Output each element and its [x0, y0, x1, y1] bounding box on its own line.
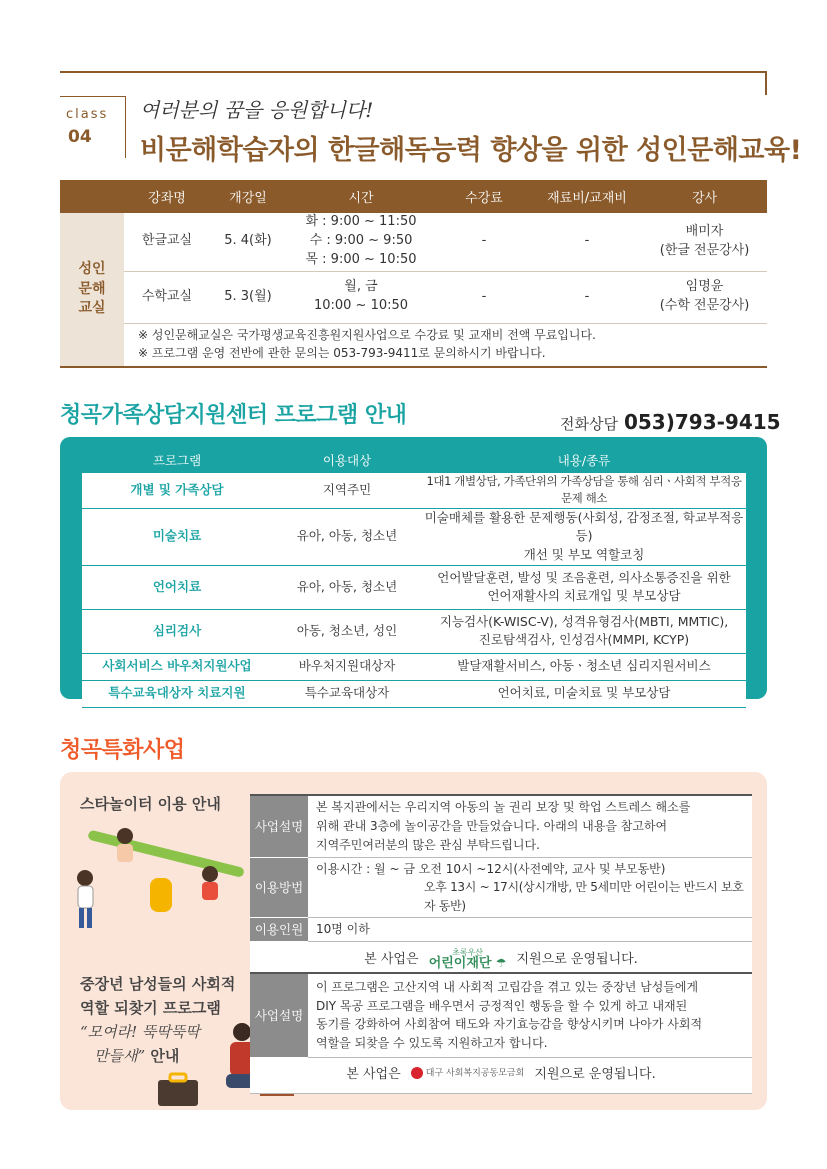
info-label: 이용인원 [250, 918, 308, 942]
content-line: 발달재활서비스, 아동ㆍ청소년 심리지원서비스 [457, 658, 711, 674]
program-content [422, 508, 746, 565]
program-content [422, 680, 746, 707]
child-leg-icon [79, 908, 84, 928]
center-program-table [82, 447, 746, 708]
header-cell: 수강료 [436, 180, 532, 213]
seesaw-base [150, 878, 172, 912]
program-name: 사회서비스 바우처지원사업 [82, 653, 272, 680]
notes-row [60, 323, 767, 367]
class-badge [60, 96, 126, 158]
heading-line: 역할 되찾기 프로그램 [80, 999, 221, 1017]
child-body-icon [78, 886, 93, 908]
quote-tail: 안내 [150, 1047, 180, 1065]
info-content [308, 973, 752, 1057]
content-line: 진로탐색검사, 인성검사(MMPI, KCYP) [478, 632, 690, 648]
program-target: 아동, 청소년, 성인 [272, 609, 422, 653]
category-cell: 성인 문해 교실 [60, 213, 124, 367]
program-target: 특수교육대상자 [272, 680, 422, 707]
seesaw-plank [87, 830, 245, 878]
table-row [82, 609, 746, 653]
teacher-cell [642, 213, 767, 271]
class-label: class [66, 107, 109, 122]
header-cell: 내용/종류 [557, 453, 611, 468]
info-line: 본 복지관에서는 우리지역 아동의 놀 권리 보장 및 학업 스트레스 해소를 [316, 800, 691, 815]
header-cell: 이용대상 [322, 453, 372, 468]
child-body-icon [202, 882, 218, 900]
phone-contact [560, 410, 781, 434]
time-line: 월, 금 [344, 279, 378, 295]
footer-text: 지원으로 운영됩니다. [534, 1066, 656, 1082]
center-program-box [60, 437, 767, 699]
quote-text: 만들새” [94, 1047, 146, 1065]
info-footer [250, 1057, 752, 1093]
teacher-name: 배미자 [685, 223, 724, 239]
header-cell: 재료비/교재비 [532, 180, 642, 213]
info-line: DIY 목공 프로그램을 배우면서 긍정적인 행동을 할 수 있게 하고 내재된 [316, 998, 688, 1013]
course-name: 한글교실 [124, 213, 210, 271]
program-content [422, 609, 746, 653]
child-head-icon [202, 866, 218, 882]
page-title: 비문해학습자의 한글해독능력 향상을 위한 성인문해교육! [140, 135, 802, 166]
footer-text: 본 사업은 [346, 1066, 401, 1082]
info-content [308, 857, 752, 918]
note-line: ※ 성인문해교실은 국가평생교육진흥원지원사업으로 수강료 및 교재비 전액 무료입니다. [138, 328, 596, 343]
footer-text: 본 사업은 [364, 952, 419, 968]
info-label: 사업설명 [250, 973, 308, 1057]
logo-main-text: 어린이재단 [428, 956, 492, 972]
toolbox-handle-icon [170, 1074, 186, 1081]
content-line: 언어치료, 미술치료 및 부모상담 [497, 685, 671, 701]
info-label: 이용방법 [250, 857, 308, 918]
info-row [250, 918, 752, 942]
time-cell [286, 271, 436, 323]
phone-label: 전화상담 [560, 415, 618, 433]
program-name: 특수교육대상자 치료지원 [82, 680, 272, 707]
info-row [250, 857, 752, 918]
info-line: 위해 관내 3층에 놀이공간을 만들었습니다. 아래의 내용을 참고하여 [316, 818, 668, 833]
content-line: 언어발달훈련, 발성 및 조음훈련, 의사소통증진을 위한 [437, 569, 731, 585]
table-row [82, 508, 746, 565]
fee-cell: - [436, 213, 532, 271]
teacher-name: 임명윤 [685, 279, 724, 295]
time-line: 수 : 9:00 ~ 9:50 [309, 233, 413, 249]
fruit-logo-icon [411, 1067, 423, 1079]
header-cell: 프로그램 [152, 453, 202, 468]
phone-number: 053)793-9415 [623, 410, 781, 434]
course-name: 수학교실 [124, 271, 210, 323]
header-cell: 강좌명 [124, 180, 210, 213]
child-leg-icon [87, 908, 92, 928]
program-target: 바우처지원대상자 [272, 653, 422, 680]
header-empty [60, 180, 124, 213]
content-line: 언어재활사의 치료개입 및 부모상담 [487, 588, 681, 604]
header-cell: 시간 [286, 180, 436, 213]
teacher-role: (한글 전문강사) [659, 242, 750, 258]
teacher-role: (수학 전문강사) [659, 298, 750, 313]
program-content [422, 565, 746, 609]
info-line: 동기를 강화하여 사회참여 태도와 자기효능감을 향상시키며 나아가 사회적 [316, 1017, 703, 1032]
info-row [250, 973, 752, 1057]
toolbox-icon [158, 1080, 198, 1106]
community-chest-logo [411, 1067, 525, 1081]
time-line: 화 : 9:00 ~ 11:50 [305, 214, 417, 230]
time-line: 10:00 ~ 10:50 [313, 298, 409, 313]
table-row [82, 680, 746, 707]
content-line: 1대1 개별상담, 가족단위의 가족상담을 통해 심리ㆍ사회적 부적응 문제 해소 [426, 474, 742, 506]
start-date: 5. 3(월) [210, 271, 286, 323]
content-line: 지능검사(K-WISC-V), 성격유형검사(MBTI, MMTIC), [439, 613, 729, 629]
material-cell: - [532, 271, 642, 323]
program-target: 유아, 아동, 청소년 [272, 508, 422, 565]
hand-title: 여러분의 꿈을 응원합니다! [140, 98, 374, 122]
program-target: 유아, 아동, 청소년 [272, 565, 422, 609]
header-cell: 강사 [642, 180, 767, 213]
program-name: 미술치료 [82, 508, 272, 565]
content-line: 개선 및 부모 역할코칭 [523, 547, 645, 562]
note-line: ※ 프로그램 운영 전반에 관한 문의는 053-793-9411로 문의하시기 바랍니다. [138, 345, 546, 360]
time-cell [286, 213, 436, 271]
program-name: 심리검사 [82, 609, 272, 653]
child-head-icon [117, 828, 133, 844]
program-content [422, 653, 746, 680]
program-content [422, 473, 746, 508]
header-cell: 개강일 [210, 180, 286, 213]
childfund-logo [429, 949, 507, 970]
program-target: 지역주민 [272, 473, 422, 508]
top-rule-tick [765, 71, 767, 95]
info-row [250, 795, 752, 857]
seesaw-illustration [70, 818, 250, 948]
man-head-icon [233, 1023, 251, 1041]
class-table-header [60, 180, 767, 213]
center-table-header [82, 447, 746, 473]
playground-heading: 스타놀이터 이용 안내 [80, 795, 221, 813]
program-name: 언어치료 [82, 565, 272, 609]
table-row [82, 565, 746, 609]
class-number: 04 [68, 127, 92, 147]
table-row [82, 473, 746, 508]
content-line: 미술매체를 활용한 문제행동(사회성, 감정조절, 학교부적응 등) [424, 509, 744, 544]
fee-cell: - [436, 271, 532, 323]
men-info-table [250, 972, 752, 1094]
info-content [308, 918, 752, 942]
umbrella-icon: ☂ [495, 956, 507, 971]
info-content [308, 795, 752, 857]
center-section-title: 청곡가족상담지원센터 프로그램 안내 [60, 403, 407, 428]
info-label: 사업설명 [250, 795, 308, 857]
program-name: 개별 및 가족상담 [82, 473, 272, 508]
table-row [60, 213, 767, 271]
info-line: 오후 13시 ~ 17시(상시개방, 만 5세미만 어린이는 반드시 보호자 동반) [424, 880, 744, 913]
quote-text: “모여라! 뚝딱뚝딱 [80, 1023, 200, 1041]
time-line: 목 : 9:00 ~ 10:50 [305, 252, 417, 268]
info-line: 10명 이하 [316, 922, 370, 937]
teacher-cell [642, 271, 767, 323]
child-body-icon [117, 844, 133, 862]
material-cell: - [532, 213, 642, 271]
class-table [60, 180, 767, 368]
heading-line: 중장년 남성들의 사회적 [80, 975, 236, 993]
footer-text: 지원으로 운영됩니다. [516, 952, 638, 968]
info-footer-row [250, 1057, 752, 1093]
logo-text: 대구 사회복지공동모금회 [425, 1068, 525, 1079]
special-section-title: 청곡특화사업 [60, 738, 185, 763]
child-head-icon [77, 870, 93, 886]
table-row [82, 653, 746, 680]
info-line: 역할을 되찾을 수 있도록 지원하고자 합니다. [316, 1035, 548, 1050]
info-line: 지역주민여러분의 많은 관심 부탁드립니다. [316, 837, 540, 852]
notes-cell [124, 323, 767, 367]
info-line: 이 프로그램은 고산지역 내 사회적 고립감을 겪고 있는 중장년 남성들에게 [316, 980, 699, 995]
info-line: 이용시간 : 월 ~ 금 오전 10시 ~12시(사전예약, 교사 및 부모동반) [316, 861, 666, 876]
top-rule [60, 71, 766, 73]
playground-info-table [250, 794, 752, 978]
logo-small-text: 초록우산 [452, 948, 483, 958]
table-row [60, 271, 767, 323]
start-date: 5. 4(화) [210, 213, 286, 271]
